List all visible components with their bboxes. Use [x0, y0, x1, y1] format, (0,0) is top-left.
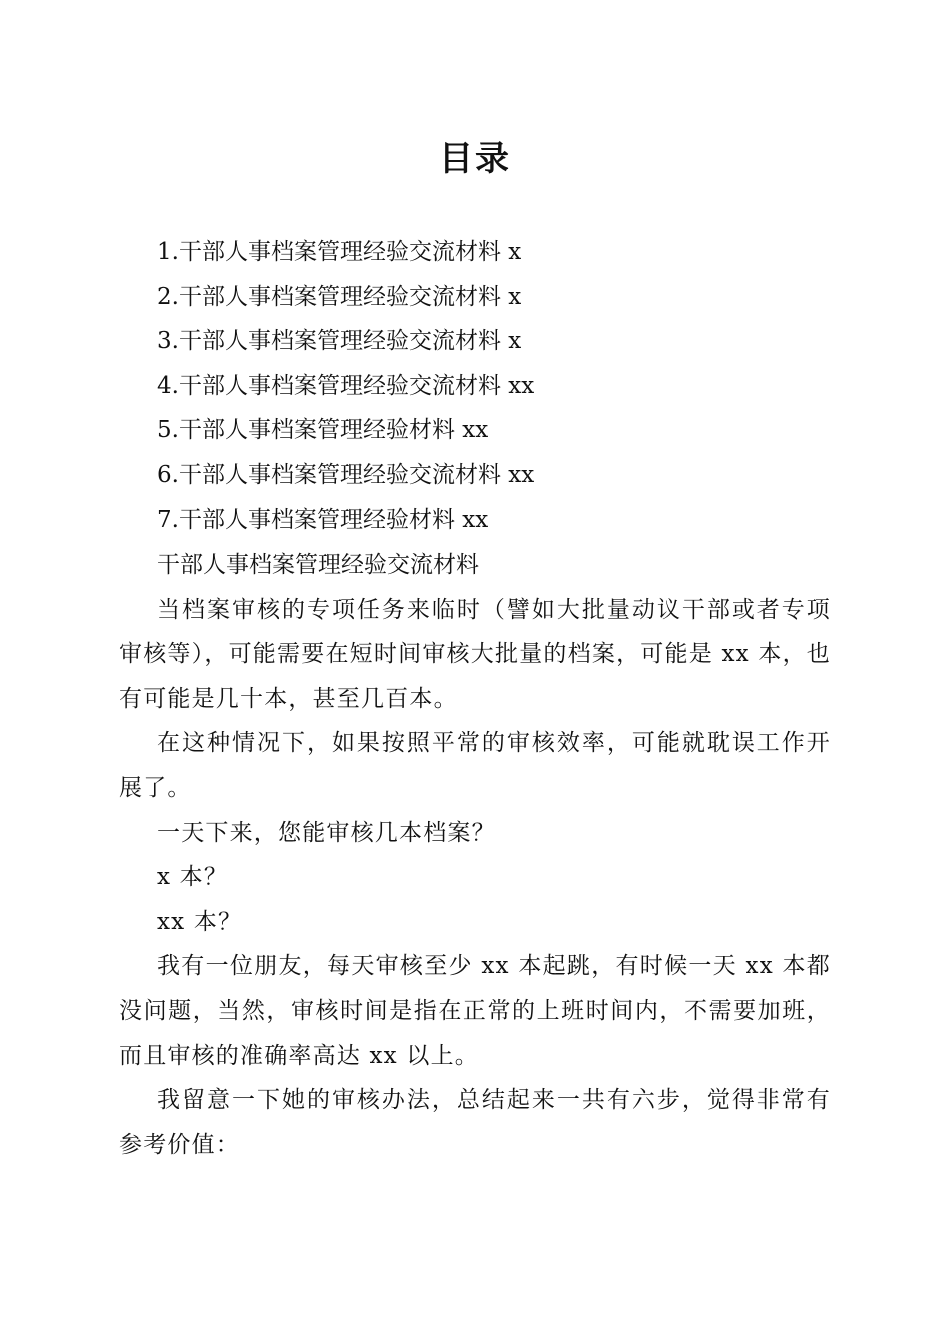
- document-body: [119, 543, 831, 1167]
- paragraph: 我留意一下她的审核办法，总结起来一共有六步，觉得非常有参考价值：: [119, 1087, 831, 1158]
- toc-item: 7.干部人事档案管理经验材料 xx: [157, 506, 489, 533]
- paragraph: xx 本？: [157, 908, 243, 935]
- toc-item: 1.干部人事档案管理经验交流材料 x: [157, 239, 522, 265]
- paragraph: 我有一位朋友，每天审核至少 xx 本起跳，有时候一天 xx 本都没问题，当然，审核时间是指在正常的上班时间内，不需要加班，而且审核的准确率高达 xx 以上。: [119, 953, 831, 1069]
- table-of-contents: [157, 230, 534, 542]
- paragraph: 一天下来，您能审核几本档案？: [157, 819, 496, 846]
- page-title: 目录: [439, 139, 511, 179]
- toc-item: 3.干部人事档案管理经验交流材料 x: [157, 328, 522, 355]
- paragraph: x 本？: [157, 864, 229, 891]
- toc-item: 5.干部人事档案管理经验材料 xx: [157, 417, 489, 444]
- paragraph: 当档案审核的专项任务来临时（譬如大批量动议干部或者专项审核等），可能需要在短时间审核大批量的档案，可能是 xx 本，也有可能是几十本，甚至几百本。: [119, 596, 831, 712]
- section-heading: 干部人事档案管理经验交流材料: [157, 552, 479, 578]
- toc-item: 2.干部人事档案管理经验交流材料 x: [157, 283, 522, 310]
- toc-item: 6.干部人事档案管理经验交流材料 xx: [157, 461, 535, 488]
- toc-item: 4.干部人事档案管理经验交流材料 xx: [157, 372, 535, 399]
- paragraph: 在这种情况下，如果按照平常的审核效率，可能就耽误工作开展了。: [119, 730, 831, 801]
